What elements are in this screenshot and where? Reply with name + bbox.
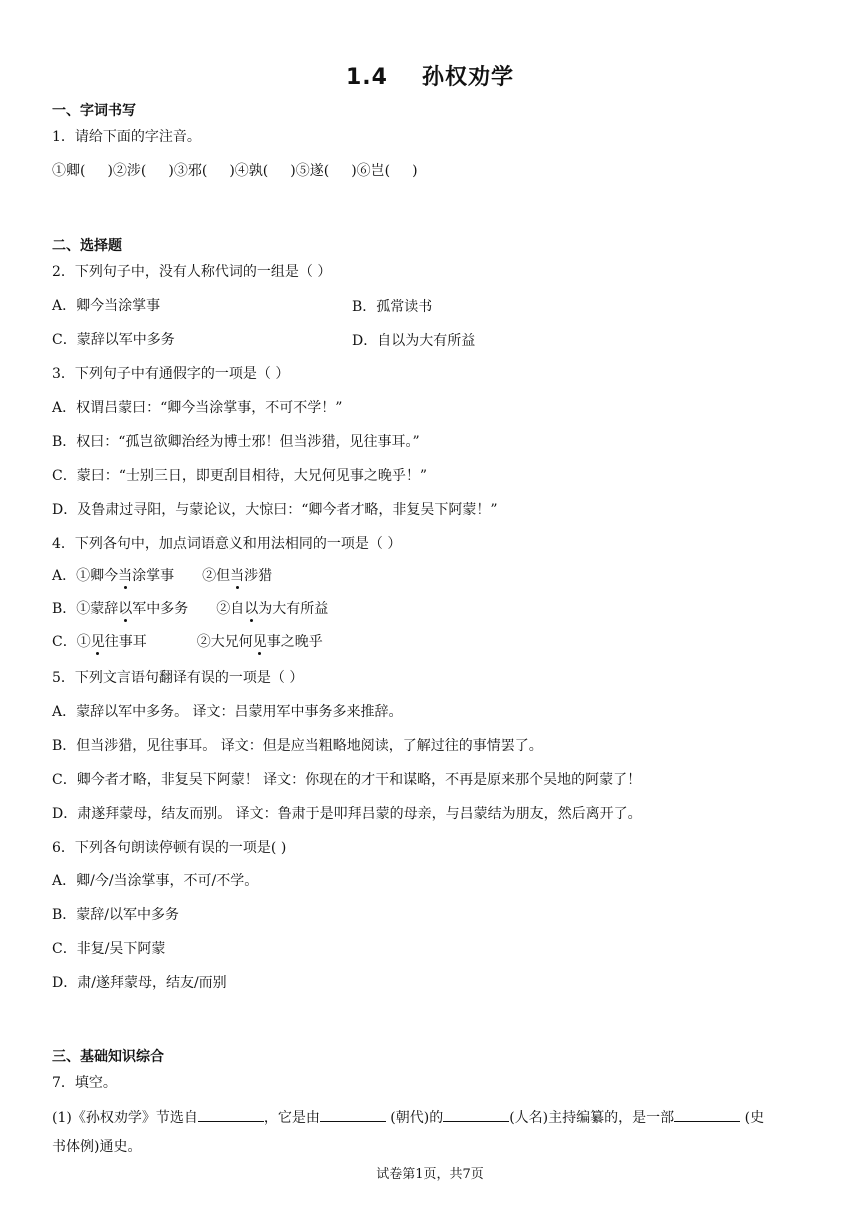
q1-item: )③邪( [168,163,208,179]
answer-blank[interactable] [320,1107,386,1122]
q5-stem: 5．下列文言语句翻译有误的一项是（ ） [52,670,304,686]
q1-stem: 1．请给下面的字注音。 [52,129,201,145]
q1-item: )④孰( [229,163,269,179]
q6-option-b: B．蒙辞/以军中多务 [52,907,180,923]
q1-item: )⑤遂( [290,163,330,179]
text: (史 [740,1110,765,1126]
text: (朝代)的 [385,1110,444,1126]
text: ，它是由 [263,1110,320,1126]
q4-stem: 4．下列各句中，加点词语意义和用法相同的一项是（ ） [52,536,402,552]
q1-items [52,161,418,181]
text: 涂掌事 [132,568,175,584]
q6-option-d: D．肃/遂拜蒙母，结友/而别 [52,975,227,991]
text: A．①卿今 [52,568,119,584]
page-footer: 试卷第1页，共7页 [376,1167,484,1182]
answer-blank[interactable] [674,1107,740,1122]
section-heading-2: 二、选择题 [52,238,122,254]
q4-option-a [52,566,272,586]
q5-option-d: D．肃遂拜蒙母，结友而别。 译文：鲁肃于是叩拜吕蒙的母亲，与吕蒙结为朋友，然后离开了。 [52,806,642,822]
q2-option-d: D．自以为大有所益 [352,333,476,349]
text: C．① [52,634,91,650]
text: (1)《孙权劝学》节选自 [52,1110,198,1126]
text: ②自 [216,601,245,617]
q4-option-c [52,632,323,652]
q3-option-b: B．权曰：“孤岂欲卿治经为博士邪！但当涉猎，见往事耳。” [52,434,420,450]
q3-option-d: D．及鲁肃过寻阳，与蒙论议，大惊曰：“卿今者才略，非复吴下阿蒙！” [52,502,498,518]
text: 事之晚乎 [266,634,323,650]
q5-option-c: C．卿今者才略，非复吴下阿蒙！ 译文：你现在的才干和谋略，不再是原来那个吴地的阿蒙了！ [52,772,642,788]
q3-stem: 3．下列句子中有通假字的一项是（ ） [52,366,290,382]
q7-stem: 7．填空。 [52,1075,117,1091]
section-heading-3: 三、基础知识综合 [52,1049,164,1065]
page-title [0,60,860,91]
dotted-word: 当 [230,568,245,584]
dotted-word: 见 [90,634,105,650]
text: ②但 [202,568,231,584]
dotted-word: 见 [252,634,267,650]
q6-option-a: A．卿/今/当涂掌事，不可/不学。 [52,873,259,889]
q6-option-c: C．非复/吴下阿蒙 [52,941,166,957]
q3-option-c: C．蒙曰：“士别三日，即更刮目相待，大兄何见事之晚乎！” [52,468,428,484]
text: (人名)主持编纂的，是一部 [509,1110,675,1126]
q1-item: ) [412,163,418,179]
q5-option-b: B．但当涉猎，见往事耳。 译文：但是应当粗略地阅读，了解过往的事情罢了。 [52,738,543,754]
dotted-word: 当 [118,568,133,584]
text: 军中多务 [132,601,189,617]
q1-item: )②涉( [107,163,147,179]
q7-part-1-cont: 书体例)通史。 [52,1139,142,1155]
text: ②大兄何 [196,634,253,650]
q1-item: ①卿( [52,163,86,179]
text: B．①蒙辞 [52,601,119,617]
q4-option-b [52,599,328,619]
q1-item: )⑥岂( [351,163,391,179]
text: 往事耳 [104,634,147,650]
q6-stem: 6．下列各句朗读停顿有误的一项是( ) [52,840,287,856]
q2-stem: 2．下列句子中，没有人称代词的一组是（ ） [52,264,332,280]
q7-part-1 [52,1107,764,1128]
q2-option-a: A．卿今当涂掌事 [52,298,161,314]
q2-option-c: C．蒙辞以军中多务 [52,332,175,348]
text: 为大有所益 [258,601,329,617]
text: 涉猎 [244,568,273,584]
q5-option-a: A．蒙辞以军中多务。 译文：吕蒙用军中事务多来推辞。 [52,704,403,720]
answer-blank[interactable] [443,1107,509,1122]
dotted-word: 以 [118,601,133,617]
q3-option-a: A．权谓吕蒙曰：“卿今当涂掌事，不可不学！” [52,400,343,416]
q2-option-b: B．孤常读书 [352,299,433,315]
answer-blank[interactable] [198,1107,264,1122]
section-heading-1: 一、字词书写 [52,103,136,119]
dotted-word: 以 [244,601,259,617]
lesson-title: 孙权劝学 [421,65,514,90]
lesson-number: 1.4 [346,65,388,90]
